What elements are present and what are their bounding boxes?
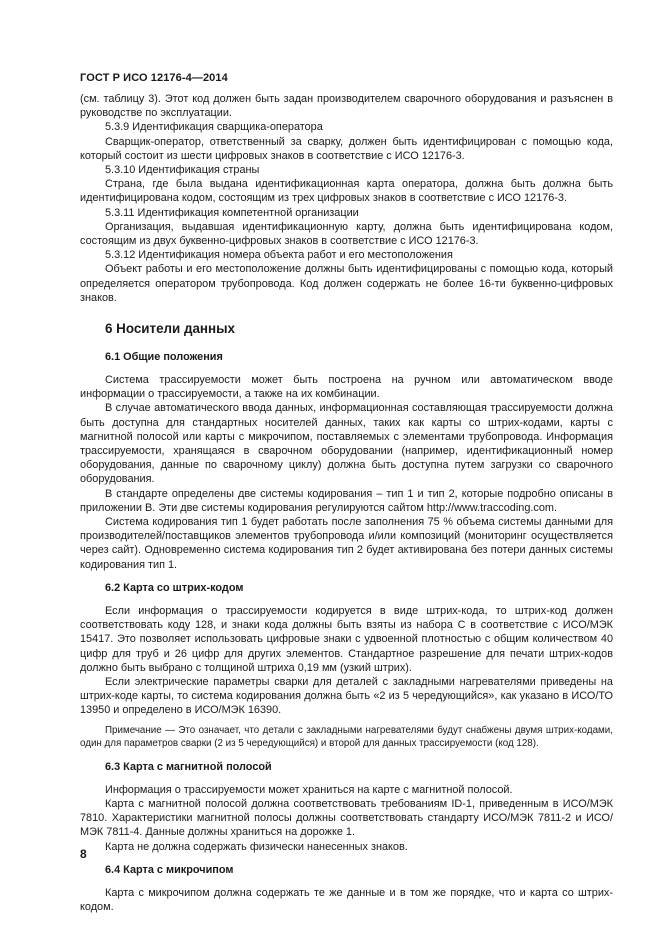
paragraph: (см. таблицу 3). Этот код должен быть задан производителем сварочного оборудования и разъяснен в руководстве по эксплуатации. bbox=[80, 93, 613, 120]
paragraph: Карта с магнитной полосой должна соответствовать требованиям ID-1, приведенным в ИСО/МЭК 7810. Характеристики магнитной полосы должны соответствовать стандарту ИСО/МЭК 7811-2 и ИСО/МЭК 7811-4. Данные должны храниться на дорожке 1. bbox=[80, 797, 613, 839]
paragraph: Страна, где была выдана идентификационная карта оператора, должна быть должна быть идентифицирована кодом, состоящим из трех цифровых знаков в соответствие с ИСО 12176-3. bbox=[80, 178, 613, 205]
section-heading-6-1: 6.1 Общие положения bbox=[105, 351, 223, 364]
paragraph: Информация о трассируемости может храниться на карте с магнитной полосой. bbox=[105, 783, 513, 796]
paragraph: Система кодирования тип 1 будет работать после заполнения 75 % объема системы данными для производителей/поставщиков элементов трубопровода и/или композиций (мониторинг осуществляется через сайт). Одновременно система кодирования тип 2 будет активирована без потери данных системы кодирования тип 1. bbox=[80, 516, 613, 571]
paragraph: Карта с микрочипом должна содержать те же данные и в том же порядке, что и карта со штрих-кодом. bbox=[80, 886, 613, 913]
paragraph: В случае автоматического ввода данных, информационная составляющая трассируемости должна быть доступна для стандартных носителей данных, таких как карты со штрих-кодами, карты с магнитной полосой или карты с микрочипом, поставляемых с элементами трубопровода. Информация трассируемости, хранящаяся в сварочном оборудовании (например, идентификационный номер оборудования, данные по сварочному циклу) должна быть доступна путем загрузки со сварочного оборудования. bbox=[80, 402, 613, 486]
document-header: ГОСТ Р ИСО 12176-4—2014 bbox=[80, 72, 228, 84]
page-content bbox=[80, 92, 613, 914]
paragraph: Организация, выдавшая идентификационную карту, должна быть идентифицирована кодом, состоящим из двух буквенно-цифровых знаков в соответствие с ИСО 12176-3. bbox=[80, 220, 613, 248]
paragraph: Сварщик-оператор, ответственный за сварку, должен быть идентифицирован с помощью кода, который состоит из шести цифровых знаков в соответствие с ИСО 12176-3. bbox=[80, 135, 613, 162]
paragraph: Объект работы и его местоположение должны быть идентифицированы с помощью кода, который определяется оператором трубопровода. Код должен содержать не более 16-ти буквенно-цифровых знаков. bbox=[80, 263, 613, 304]
paragraph: В стандарте определены две системы кодирования – тип 1 и тип 2, которые подробно описаны в приложении В. Эти две системы кодирования регулируются сайтом http://www.traccoding.com. bbox=[80, 487, 613, 514]
subsection-heading: 5.3.11 Идентификация компетентной организации bbox=[105, 206, 359, 219]
section-heading-6-2: 6.2 Карта со штрих-кодом bbox=[105, 581, 244, 594]
subsection-heading: 5.3.12 Идентификация номера объекта работ и его местоположения bbox=[105, 249, 453, 262]
note: Примечание — Это означает, что детали с закладными нагревателями будут снабжены двумя штрих-кодами, один для параметров сварки (2 из 5 чередующийся) и второй для данных трассируемости (код 128). bbox=[80, 724, 613, 750]
section-heading-6-3: 6.3 Карта с магнитной полосой bbox=[105, 760, 272, 773]
paragraph: Если информация о трассируемости кодируется в виде штрих-кода, то штрих-код должен соответствовать коду 128, и знаки кода должны быть взяты из набора С в соответствие с ИСО/МЭК 15417. Это позволяет использовать цифровые знаки с удвоенной плотностью с общим количеством 40 цифр для труб и 26 цифр для других элементов. Стандартное разрешение для печати штрих-кодов должно быть выбрано с толщиной штриха 0,19 мм (узкий штрих). bbox=[80, 604, 613, 674]
paragraph: Если электрические параметры сварки для деталей с закладными нагревателями приведены на штрих-коде карты, то система кодирования должна быть «2 из 5 чередующийся», как указано в ИСО/ТО 13950 и определено в ИСО/МЭК 16390. bbox=[80, 675, 613, 717]
section-heading-6: 6 Носители данных bbox=[105, 321, 235, 337]
paragraph: Система трассируемости может быть построена на ручном или автоматическом вводе информации о трассируемости, а также на их комбинации. bbox=[80, 374, 613, 401]
section-heading-6-4: 6.4 Карта с микрочипом bbox=[105, 863, 234, 876]
subsection-heading: 5.3.10 Идентификация страны bbox=[105, 164, 260, 177]
page-number: 8 bbox=[80, 847, 87, 861]
paragraph: Карта не должна содержать физически нанесенных знаков. bbox=[105, 840, 408, 853]
subsection-heading: 5.3.9 Идентификация сварщика-оператора bbox=[105, 121, 323, 134]
